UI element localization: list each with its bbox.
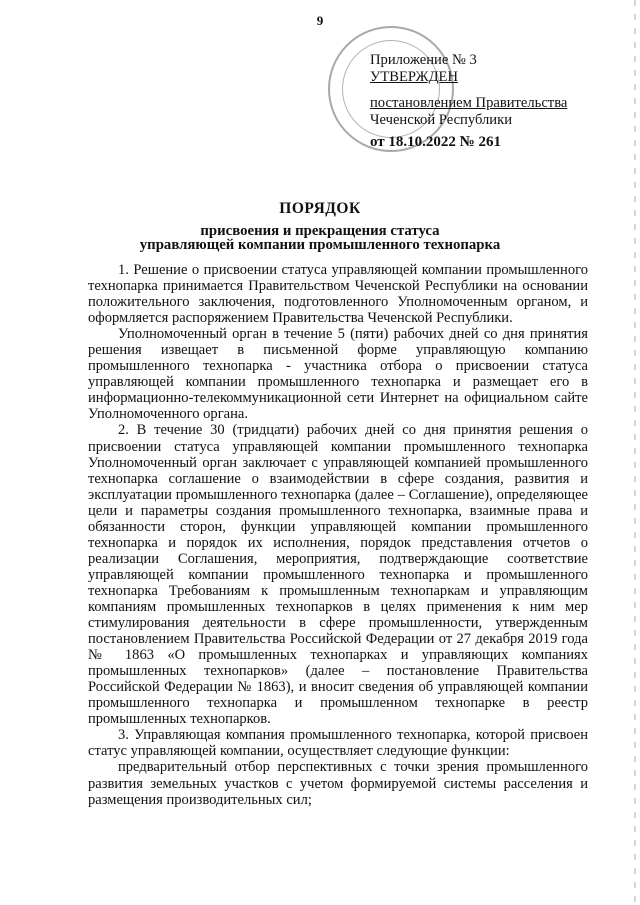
paragraph-1-notice: Уполномоченный орган в течение 5 (пяти) рабочих дней со дня принятия решения извещает в письменной форме управляющую компанию промышленного технопарка - участника отбора о присвоении статуса управляющей компании промышленного технопарка и размещает его в информационно-телекоммуникационной сети Интернет на официальном сайте Уполномоченного органа. xyxy=(88,326,588,423)
approval-resolution: постановлением Правительства xyxy=(370,95,568,111)
page-number: 9 xyxy=(316,13,324,28)
document-subtitle-2: управляющей компании промышленного технопарка xyxy=(139,237,501,253)
document-body xyxy=(88,262,588,808)
scan-edge xyxy=(634,0,636,905)
document-subtitle-1: присвоения и прекращения статуса xyxy=(200,223,440,239)
approval-appendix: Приложение № 3 xyxy=(370,52,477,68)
paragraph-1: 1. Решение о присвоении статуса управляющей компании промышленного технопарка принимается Правительством Чеченской Республики на основании положительного заключения, подготовленного Уполномоченным органом, и оформляется распоряжением Правительства Чеченской Республики. xyxy=(88,262,588,327)
approval-approved: УТВЕРЖДЕН xyxy=(370,68,458,85)
paragraph-3-function-1: предварительный отбор перспективных с точки зрения промышленного развития земельных участков с учетом формируемой системы расселения и размещения производительных сил; xyxy=(88,759,588,808)
approval-republic: Чеченской Республики xyxy=(370,111,513,128)
document-title: ПОРЯДОК xyxy=(279,200,361,217)
approval-block xyxy=(370,52,630,151)
paragraph-2: 2. В течение 30 (тридцати) рабочих дней со дня принятия решения о присвоении статуса управляющей компании промышленного технопарка Уполномоченный орган заключает с управляющей компанией промышленного технопарка соглашение о взаимодействии в сфере создания, развития и эксплуатации промышленного технопарка (далее – Соглашение), определяющее цели и параметры создания промышленного технопарка, взаимные права и обязанности сторон, функции управляющей компании промышленного технопарка и порядок их исполнения, порядок представления отчетов о реализации Соглашения, мероприятия, подтверждающие соответствие управляющей компании промышленного технопарка и промышленного технопарка Требованиям к промышленным технопаркам и управляющим компаниям промышленных технопарков в целях применения к ним мер стимулирования деятельности в сфере промышленности, утвержденным постановлением Правительства Российской Федерации от 27 декабря 2019 года № 1863 «О промышленных технопарках и управляющих компаниях промышленных технопарков» (далее – постановление Правительства Российской Федерации № 1863), и вносит сведения об управляющей компании промышленного технопарка и промышленном технопарке в реестр промышленных технопарков. xyxy=(88,422,588,728)
approval-date: от 18.10.2022 № 261 xyxy=(370,134,501,150)
paragraph-3: 3. Управляющая компания промышленного технопарка, которой присвоен статус управляющей компании, осуществляет следующие функции: xyxy=(88,727,588,760)
